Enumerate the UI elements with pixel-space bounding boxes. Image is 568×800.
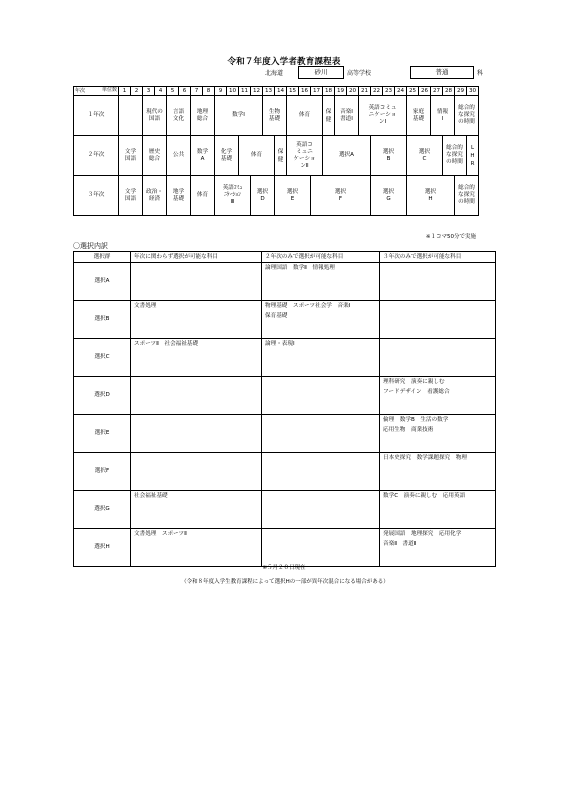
header-year3: ３年次のみで選択が可能な科目	[380, 252, 496, 263]
year3-subjects: 倫理 数学B 生活の数学 応用生物 商業技術	[380, 415, 496, 453]
elective-row	[74, 339, 496, 377]
subject-eigo-comm-2: 英語コ ミュニ ケーショ ンⅡ	[287, 136, 323, 176]
unit-number: 30	[467, 87, 479, 96]
school-suffix: 高等学校	[347, 70, 372, 77]
elective-row	[74, 263, 496, 301]
any-year-subjects	[131, 263, 262, 301]
electives-table	[73, 251, 496, 567]
subject-gendai-kokugo: 現代の 国語	[143, 96, 167, 136]
elective-group: 選択D	[74, 377, 131, 415]
subject-sentaku-b: 選択 B	[371, 136, 407, 176]
subject-gengo-bunka: 言語 文化	[167, 96, 191, 136]
year-cell: １年次	[74, 96, 119, 136]
unit-number: 10	[227, 87, 239, 96]
year2-subjects: 論理・表現Ⅰ	[262, 339, 380, 377]
section-title: 〇選択内訳	[73, 242, 108, 250]
any-year-subjects	[131, 415, 262, 453]
unit-number: 28	[443, 87, 455, 96]
any-year-subjects: スポーツⅡ 社会福祉基礎	[131, 339, 262, 377]
unit-number: 12	[251, 87, 263, 96]
unit-number: 1	[119, 87, 131, 96]
subject-chigaku-kiso: 地学 基礎	[167, 176, 191, 216]
elective-group: 選択A	[74, 263, 131, 301]
unit-number: 3	[143, 87, 155, 96]
subject-chiri-sogo: 地理 総合	[191, 96, 215, 136]
elective-row	[74, 301, 496, 339]
unit-number: 13	[263, 87, 275, 96]
subject-hoken: 保 健	[323, 96, 335, 136]
year3-subjects: 理科研究 演奏に親しむ フードデザイン 看護総合	[380, 377, 496, 415]
subject-sentaku-g: 選択 G	[371, 176, 407, 216]
year2-subjects: 論理国語 数学Ⅱ 情報処理	[262, 263, 380, 301]
subject-ongaku-shodo: 音楽Ⅰ 書道Ⅰ	[335, 96, 359, 136]
subject-hoken: 保 健	[275, 136, 287, 176]
header-group: 選択群	[74, 252, 131, 263]
elective-row	[74, 415, 496, 453]
subject-sentaku-d: 選択 D	[251, 176, 275, 216]
subject-bungaku-kokugo: 文学 国語	[119, 136, 143, 176]
elective-group: 選択G	[74, 491, 131, 529]
subject-sentaku-e: 選択 E	[275, 176, 311, 216]
unit-number: 9	[215, 87, 227, 96]
unit-number: 21	[359, 87, 371, 96]
school-name-box: 砂川	[298, 66, 344, 79]
unit-number: 26	[419, 87, 431, 96]
remark-note: （令和８年度入学生教育課程によって選択Hの一部が異年次混合になる場合がある）	[181, 579, 389, 585]
curriculum-table	[73, 86, 479, 216]
subject-sogo-tankyu: 総合的 な探究 の時間	[443, 136, 467, 176]
subject-sogo-tankyu: 総合的 な探究 の時間	[455, 96, 479, 136]
year2-subjects	[262, 529, 380, 567]
subject-seiji-keizai: 政治・ 経済	[143, 176, 167, 216]
subject-seibutsu-kiso: 生物 基礎	[263, 96, 287, 136]
elective-row	[74, 377, 496, 415]
unit-number: 18	[323, 87, 335, 96]
year-row	[74, 176, 479, 216]
elective-row	[74, 453, 496, 491]
subject-sentaku-a: 選択A	[323, 136, 371, 176]
elective-group: 選択H	[74, 529, 131, 567]
unit-number-row	[74, 87, 479, 96]
unit-number: 17	[311, 87, 323, 96]
year2-subjects	[262, 377, 380, 415]
unit-number: 24	[395, 87, 407, 96]
subject-lhr: L H R	[467, 136, 479, 176]
year2-subjects	[262, 491, 380, 529]
subject-sentaku-f: 選択 F	[311, 176, 371, 216]
any-year-subjects: 社会福祉基礎	[131, 491, 262, 529]
unit-number: 6	[179, 87, 191, 96]
elective-row	[74, 491, 496, 529]
year3-subjects	[380, 301, 496, 339]
subject-sugaku-1: 数学Ⅰ	[215, 96, 263, 136]
electives-header-row	[74, 252, 496, 263]
subject-sentaku-h: 選択 H	[407, 176, 455, 216]
year3-subjects	[380, 263, 496, 301]
page-title: 令和７年度入学者教育課程表	[227, 57, 341, 67]
subject-katei-kiso: 家庭 基礎	[407, 96, 431, 136]
header-year2: ２年次のみで選択が可能な科目	[262, 252, 380, 263]
unit-number: 15	[287, 87, 299, 96]
subject-blank	[119, 96, 143, 136]
unit-number: 16	[299, 87, 311, 96]
any-year-subjects: 文書処理	[131, 301, 262, 339]
subject-sentaku-c: 選択 C	[407, 136, 443, 176]
unit-number: 14	[275, 87, 287, 96]
unit-number: 20	[347, 87, 359, 96]
unit-number: 11	[239, 87, 251, 96]
subject-kagaku-kiso: 化学 基礎	[215, 136, 239, 176]
unit-number: 23	[383, 87, 395, 96]
unit-number: 19	[335, 87, 347, 96]
subject-taiiku: 体育	[191, 176, 215, 216]
course-name-box: 普通	[410, 66, 474, 79]
header-any-year: 年次に関わらず選択が可能な科目	[131, 252, 262, 263]
year3-subjects	[380, 339, 496, 377]
unit-number: 27	[431, 87, 443, 96]
any-year-subjects	[131, 377, 262, 415]
year2-subjects: 物理基礎 スポーツ社会学 音楽Ⅰ 保育基礎	[262, 301, 380, 339]
unit-number: 5	[167, 87, 179, 96]
elective-group: 選択E	[74, 415, 131, 453]
year3-subjects: 発展国語 地理探究 応用化学 音楽Ⅱ 書道Ⅱ	[380, 529, 496, 567]
year2-subjects	[262, 453, 380, 491]
subject-joho-1: 情報 Ⅰ	[431, 96, 455, 136]
subject-eigo-comm-1: 英語コミュ ニケーショ ンⅠ	[359, 96, 407, 136]
elective-row	[74, 529, 496, 567]
subject-taiiku: 体育	[239, 136, 275, 176]
unit-number: 2	[131, 87, 143, 96]
subject-taiiku: 体育	[287, 96, 323, 136]
subject-sogo-tankyu: 総合的 な探究 の時間	[455, 176, 479, 216]
subject-bungaku-kokugo: 文学 国語	[119, 176, 143, 216]
year2-subjects	[262, 415, 380, 453]
year-row	[74, 96, 479, 136]
year-cell: ３年次	[74, 176, 119, 216]
elective-group: 選択C	[74, 339, 131, 377]
subject-rekishi-sogo: 歴史 総合	[143, 136, 167, 176]
unit-number: 22	[371, 87, 383, 96]
course-suffix: 科	[477, 70, 484, 77]
unit-number: 29	[455, 87, 467, 96]
subject-eigo-comm-3: 英語ｺﾐｭ ﾆｹｰｼｮﾝ Ⅲ	[215, 176, 251, 216]
unit-label: 単位数	[101, 87, 117, 93]
any-year-subjects: 文書処理 スポーツⅡ	[131, 529, 262, 567]
unit-number: 25	[407, 87, 419, 96]
unit-number: 7	[191, 87, 203, 96]
year3-subjects: 数学C 演奏に親しむ 応用英語	[380, 491, 496, 529]
unit-number: 4	[155, 87, 167, 96]
year-row	[74, 136, 479, 176]
subject-sugaku-a: 数学 A	[191, 136, 215, 176]
any-year-subjects	[131, 453, 262, 491]
year-label: 年次	[75, 88, 86, 94]
prefecture: 北海道	[265, 70, 284, 77]
subject-kokyo: 公共	[167, 136, 191, 176]
period-note: ※１コマ50分で実施	[425, 234, 476, 240]
year-cell: ２年次	[74, 136, 119, 176]
year3-subjects: 日本史探究 数学課題探究 物理	[380, 453, 496, 491]
elective-group: 選択F	[74, 453, 131, 491]
corner-cell	[74, 87, 119, 96]
unit-number: 8	[203, 87, 215, 96]
date-note: ※５月２０日現在	[262, 565, 306, 571]
elective-group: 選択B	[74, 301, 131, 339]
